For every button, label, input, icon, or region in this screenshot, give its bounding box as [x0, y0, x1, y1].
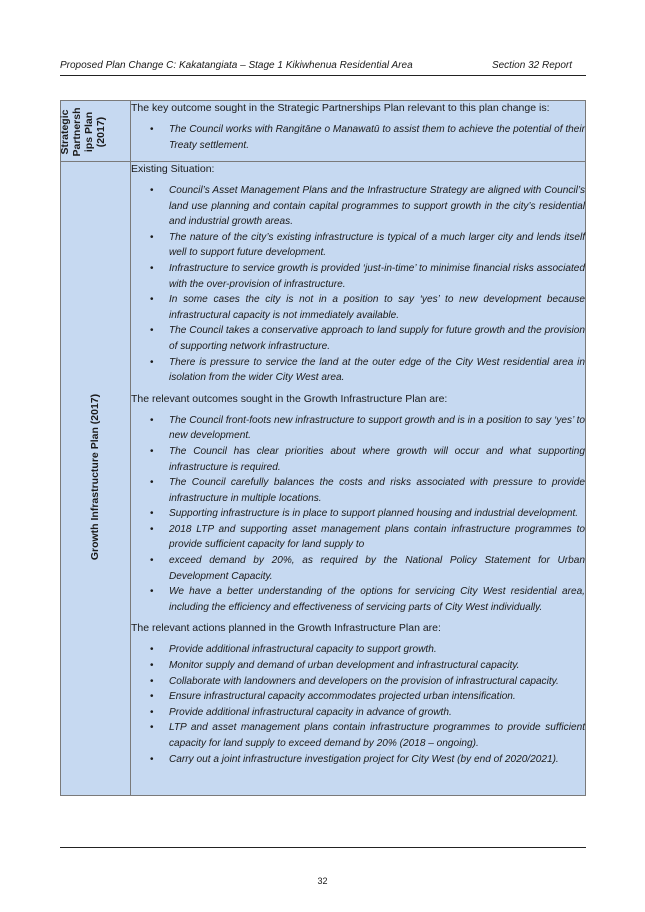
header-divider	[60, 75, 586, 76]
list-item: • Infrastructure to service growth is provided ‘just-in-time’ to minimise financial risks associated with the over-provision of infrastructure.	[131, 261, 585, 292]
row-content-growth	[131, 162, 586, 796]
page-number: 32	[317, 876, 328, 886]
outcomes-heading: The relevant outcomes sought in the Growth Infrastructure Plan are:	[131, 392, 448, 405]
list-item: • Council’s Asset Management Plans and the Infrastructure Strategy are aligned with Council’s land use planning and contain capital programmes to support growth in the city’s residential and industrial growth areas.	[131, 183, 585, 230]
list-item: • In some cases the city is not in a position to say ‘yes’ to new development because infrastructural capacity is not immediately available.	[131, 292, 585, 323]
list-item: • The Council carefully balances the costs and risks associated with pressure to provide infrastructure in multiple locations.	[131, 475, 585, 506]
list-item: • LTP and asset management plans contain infrastructure programmes to provide sufficient capacity for land supply to exceed demand by 20% (2018 – ongoing).	[131, 720, 585, 751]
list-item: • The Council works with Rangitāne o Manawatū to assist them to achieve the potential of their Treaty settlement.	[131, 122, 585, 153]
outcomes-list	[131, 413, 585, 616]
list-item: • Provide additional infrastructural capacity in advance of growth.	[131, 705, 585, 721]
table-row-strategic	[61, 101, 586, 162]
list-item: • Provide additional infrastructural capacity to support growth.	[131, 642, 585, 658]
list-item: • exceed demand by 20%, as required by the National Policy Statement for Urban Development Capacity.	[131, 553, 585, 584]
list-item: • Ensure infrastructural capacity accommodates projected urban intensification.	[131, 689, 585, 705]
footer-divider	[60, 847, 586, 848]
existing-situation-heading: Existing Situation:	[131, 163, 215, 175]
header-document-title: Proposed Plan Change C: Kakatangiata – Stage 1 Kikiwhenua Residential Area	[60, 60, 413, 71]
page-header	[60, 60, 586, 71]
actions-list	[131, 642, 585, 767]
row-label-growth: Growth Infrastructure Plan (2017)	[89, 393, 101, 561]
row-label-cell	[61, 162, 131, 796]
list-item: • There is pressure to service the land at the outer edge of the City West residential area in isolation from the wider City West area.	[131, 355, 585, 386]
list-item: • We have a better understanding of the options for servicing City West residential area, including the efficiency and effectiveness of servicing parts of City West individually.	[131, 584, 585, 615]
list-item: • The Council takes a conservative approach to land supply for future growth and the provision of supporting network infrastructure.	[131, 323, 585, 354]
list-item: • The Council front-foots new infrastructure to support growth and is in a position to say ‘yes’ to new development.	[131, 413, 585, 444]
strategic-intro: The key outcome sought in the Strategic Partnerships Plan relevant to this plan change is:	[131, 102, 550, 114]
list-item: • Carry out a joint infrastructure investigation project for City West (by end of 2020/2021).	[131, 752, 585, 768]
table-row-growth	[61, 162, 586, 796]
header-section-label: Section 32 Report	[491, 60, 572, 71]
row-label-cell	[61, 101, 131, 162]
existing-situation-list	[131, 183, 585, 386]
list-item: • 2018 LTP and supporting asset management plans contain infrastructure programmes to provide sufficient capacity for land supply to	[131, 522, 585, 553]
list-item: • Collaborate with landowners and developers on the provision of infrastructural capacity.	[131, 674, 585, 690]
row-content-strategic	[131, 101, 586, 162]
list-item: • The nature of the city’s existing infrastructure is typical of a much larger city and lends itself well to support future development.	[131, 230, 585, 261]
row-label-strategic: Strategic Partnersh ips Plan (2017)	[59, 107, 107, 157]
policy-table	[60, 100, 586, 796]
list-item: • Supporting infrastructure is in place to support planned housing and industrial development.	[131, 506, 585, 522]
list-item: • Monitor supply and demand of urban development and infrastructural capacity.	[131, 658, 585, 674]
list-item: • The Council has clear priorities about where growth will occur and what supporting infrastructure is required.	[131, 444, 585, 475]
strategic-bullet-list	[131, 122, 585, 153]
actions-heading: The relevant actions planned in the Growth Infrastructure Plan are:	[131, 622, 441, 635]
